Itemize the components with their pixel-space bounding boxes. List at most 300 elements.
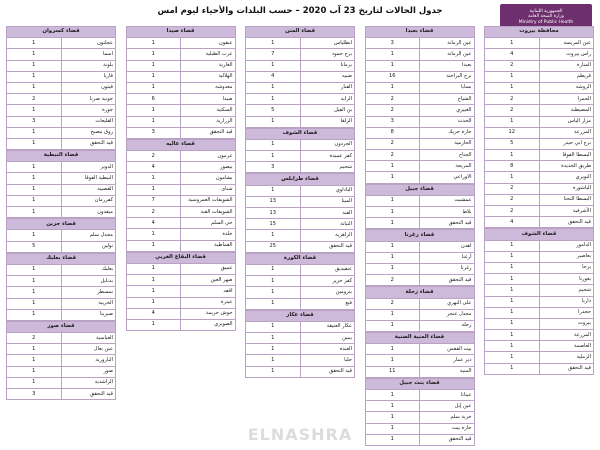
locality-name: برج حمود	[300, 49, 355, 60]
table-row	[365, 298, 474, 309]
locality-name: حارة حريك	[420, 127, 475, 138]
case-count: 1	[246, 82, 301, 93]
table-row	[485, 240, 594, 251]
table-row	[485, 318, 594, 329]
table-row	[126, 60, 235, 71]
table-row	[126, 218, 235, 229]
locality-name: ضبيه	[300, 71, 355, 82]
case-count: 3	[7, 116, 62, 127]
table-row	[7, 309, 116, 320]
table-row	[365, 127, 474, 138]
locality-name: الهلالية	[181, 71, 236, 82]
case-count: 1	[7, 344, 62, 355]
table-row	[246, 49, 355, 60]
case-count: 1	[7, 162, 62, 173]
table-row	[7, 377, 116, 388]
locality-name: حجدرا	[539, 307, 594, 318]
case-count: 1	[246, 264, 301, 275]
case-count: 1	[365, 434, 420, 445]
district-name: قضاء جزين	[7, 219, 116, 230]
district-table	[365, 229, 475, 286]
table-row	[7, 230, 116, 241]
locality-name: عميق	[181, 263, 236, 274]
case-count: 1	[365, 218, 420, 229]
locality-name: عنقون	[181, 38, 236, 49]
table-row	[485, 262, 594, 273]
locality-name: البسطا الفوقا	[539, 150, 594, 161]
locality-name: قيد التحقق	[420, 218, 475, 229]
table-row	[485, 127, 594, 138]
table-row	[7, 94, 116, 105]
case-count: 2	[365, 105, 420, 116]
case-count: 2	[485, 105, 540, 116]
case-count: 2	[365, 150, 420, 161]
case-count: 1	[365, 355, 420, 366]
district-table	[365, 332, 475, 378]
case-count: 1	[485, 363, 540, 374]
table-row	[365, 116, 474, 127]
table-row	[485, 38, 594, 49]
locality-name: القصيبة	[61, 184, 116, 195]
table-row	[485, 94, 594, 105]
locality-name: المنية	[420, 366, 475, 377]
locality-name: ميفدون	[61, 207, 116, 218]
locality-name: صبرينا	[61, 309, 116, 320]
locality-name: عيترة	[181, 297, 236, 308]
locality-name: البسطا التحتا	[539, 194, 594, 205]
table-row	[246, 230, 355, 241]
district-table	[6, 321, 116, 400]
locality-name: بلونة	[61, 60, 116, 71]
table-row	[126, 173, 235, 184]
locality-name: قيد التحقق	[420, 434, 475, 445]
table-column	[126, 26, 236, 446]
district-name: قضاء زغرتا	[365, 230, 474, 241]
table-row	[126, 127, 235, 138]
table-row	[246, 185, 355, 196]
table-row	[246, 162, 355, 173]
locality-name: الخريبة	[61, 298, 116, 309]
table-column	[365, 26, 475, 446]
table-row	[365, 344, 474, 355]
table-row	[246, 344, 355, 355]
locality-name: شحيم	[539, 285, 594, 296]
case-count: 8	[485, 161, 540, 172]
case-count: 3	[246, 162, 301, 173]
district-table	[365, 26, 475, 184]
locality-name: اقفه	[181, 286, 236, 297]
case-count: 1	[365, 207, 420, 218]
table-row	[485, 138, 594, 149]
table-row	[7, 287, 116, 298]
case-count: 4	[485, 49, 540, 60]
case-count: 1	[246, 333, 301, 344]
table-header-row	[246, 27, 355, 38]
table-header-row	[365, 184, 474, 195]
case-count: 1	[365, 344, 420, 355]
locality-name: شحيم	[300, 162, 355, 173]
case-count: 1	[126, 49, 181, 60]
case-count: 5	[7, 241, 62, 252]
locality-name: التبانة	[300, 219, 355, 230]
locality-name: بيروت	[539, 318, 594, 329]
table-row	[7, 207, 116, 218]
case-count: 1	[485, 71, 540, 82]
case-count: 5	[485, 138, 540, 149]
table-header-row	[126, 252, 235, 263]
locality-name: عيناتا	[420, 390, 475, 401]
case-count: 2	[365, 138, 420, 149]
locality-name: عكار العتيقة	[300, 321, 355, 332]
table-row	[7, 82, 116, 93]
case-count: 1	[365, 172, 420, 183]
table-row	[7, 38, 116, 49]
case-count: 1	[485, 352, 540, 363]
district-table	[6, 253, 116, 321]
district-name: قضاء بعبدا	[365, 27, 474, 38]
table-row	[485, 172, 594, 183]
locality-name: الزرارية	[181, 116, 236, 127]
locality-name: اهدن	[420, 241, 475, 252]
case-count: 4	[126, 162, 181, 173]
locality-name: قيد التحقق	[181, 127, 236, 138]
case-count: 1	[485, 330, 540, 341]
locality-name: الشياح	[420, 94, 475, 105]
district-table	[6, 26, 116, 150]
case-count: 1	[126, 297, 181, 308]
case-count: 1	[126, 275, 181, 286]
case-count: 1	[126, 116, 181, 127]
locality-name: برج ابي حيدر	[539, 138, 594, 149]
table-row	[365, 150, 474, 161]
case-count: 2	[126, 151, 181, 162]
case-count: 1	[246, 355, 301, 366]
district-name: قضاء عاليه	[126, 139, 235, 150]
table-row	[246, 82, 355, 93]
table-row	[485, 150, 594, 161]
table-row	[126, 263, 235, 274]
table-row	[365, 172, 474, 183]
table-header-row	[7, 253, 116, 264]
table-row	[7, 344, 116, 355]
locality-name: بيت الفقس	[420, 344, 475, 355]
locality-name: مزار الياس	[539, 116, 594, 127]
table-row	[126, 71, 235, 82]
table-header-row	[246, 174, 355, 185]
table-row	[485, 49, 594, 60]
case-count: 1	[246, 366, 301, 377]
locality-name: تمسطر	[61, 287, 116, 298]
district-table	[365, 184, 475, 230]
locality-name: الدامور	[539, 240, 594, 251]
district-name: قضاء المنية الضنية	[365, 333, 474, 344]
table-row	[246, 321, 355, 332]
locality-name: ضهر العين	[181, 275, 236, 286]
case-count: 1	[126, 263, 181, 274]
table-row	[365, 82, 474, 93]
case-count: 2	[485, 183, 540, 194]
table-column	[484, 26, 594, 446]
case-count: 11	[365, 366, 420, 377]
table-row	[246, 94, 355, 105]
district-name: قضاء زحلة	[365, 287, 474, 298]
locality-name: عرمون	[181, 151, 236, 162]
table-row	[365, 161, 474, 172]
district-name: قضاء طرابلس	[246, 174, 355, 185]
table-row	[365, 94, 474, 105]
locality-name: الحازمية	[420, 138, 475, 149]
case-count: 1	[7, 298, 62, 309]
table-row	[7, 264, 116, 275]
table-row	[246, 333, 355, 344]
district-name: قضاء البقاع الغربي	[126, 252, 235, 263]
locality-name: عنفيديق	[300, 264, 355, 275]
table-row	[246, 71, 355, 82]
locality-name: الغبيري	[420, 105, 475, 116]
locality-name: الاوزاعي	[420, 172, 475, 183]
locality-name: بعاصير	[539, 251, 594, 262]
locality-name: بترومين	[300, 287, 355, 298]
locality-name: المصيطبة	[539, 105, 594, 116]
locality-name: الباداوي	[300, 185, 355, 196]
locality-name: جونية صربا	[61, 94, 116, 105]
tables-container	[6, 26, 594, 446]
case-count: 1	[485, 285, 540, 296]
case-count: 4	[126, 218, 181, 229]
locality-name: بشامون	[181, 173, 236, 184]
table-row	[365, 138, 474, 149]
case-count: 1	[126, 38, 181, 49]
locality-name: حارة بيت	[420, 423, 475, 434]
table-row	[126, 286, 235, 297]
locality-name: حي السلم	[181, 218, 236, 229]
table-row	[365, 412, 474, 423]
table-row	[485, 285, 594, 296]
table-row	[365, 366, 474, 377]
table-row	[7, 276, 116, 287]
page-title: جدول الحالات لتاريخ 23 آب 2020 – حسب البلدات والأحياء ليوم امس	[157, 6, 443, 16]
locality-name: الشويفات القبة	[181, 207, 236, 218]
table-row	[246, 219, 355, 230]
case-count: 1	[246, 116, 301, 127]
table-row	[7, 184, 116, 195]
district-table	[484, 26, 594, 228]
locality-name: طريق الجديدة	[539, 161, 594, 172]
locality-name: بعورتا	[539, 274, 594, 285]
locality-name: فاريا	[61, 71, 116, 82]
case-count: 1	[365, 252, 420, 263]
table-row	[246, 116, 355, 127]
table-row	[485, 116, 594, 127]
table-row	[126, 151, 235, 162]
table-row	[246, 287, 355, 298]
case-count: 1	[485, 296, 540, 307]
table-row	[7, 116, 116, 127]
locality-name: فيتون	[61, 82, 116, 93]
table-row	[7, 333, 116, 344]
table-row	[365, 355, 474, 366]
locality-name: الفنار	[300, 82, 355, 93]
locality-name: اسما	[61, 49, 116, 60]
locality-name: القبة	[300, 208, 355, 219]
locality-name: قيد التحقق	[420, 275, 475, 286]
case-count: 1	[246, 287, 301, 298]
locality-name: بدنايل	[61, 276, 116, 287]
table-row	[246, 241, 355, 252]
case-count: 1	[126, 60, 181, 71]
district-name: قضاء كسروان	[7, 27, 116, 38]
case-count: 7	[126, 195, 181, 206]
district-name: قضاء بنت جبيل	[365, 378, 474, 389]
table-row	[7, 389, 116, 400]
table-row	[485, 105, 594, 116]
locality-name: القماطية	[181, 240, 236, 251]
table-row	[365, 252, 474, 263]
case-count: 1	[126, 286, 181, 297]
locality-name: بيصور	[181, 162, 236, 173]
locality-name: المنارة	[539, 60, 594, 71]
case-count: 1	[7, 49, 62, 60]
table-row	[365, 275, 474, 286]
table-row	[126, 308, 235, 319]
table-row	[485, 352, 594, 363]
locality-name: قيد التحقق	[539, 217, 594, 228]
locality-name: برج البراجنة	[420, 71, 475, 82]
case-count: 1	[485, 307, 540, 318]
case-count: 1	[7, 173, 62, 184]
table-header-row	[365, 378, 474, 389]
table-row	[7, 138, 116, 149]
case-count: 1	[126, 229, 181, 240]
logo-line-3: Ministry of Public Health	[518, 19, 574, 25]
table-row	[7, 127, 116, 138]
case-count: 3	[7, 389, 62, 400]
case-count: 1	[246, 185, 301, 196]
locality-name: المريجة	[420, 161, 475, 172]
table-header-row	[7, 219, 116, 230]
district-table	[245, 26, 355, 128]
district-table	[245, 128, 355, 174]
locality-name: كفر عميدة	[300, 151, 355, 162]
case-count: 2	[126, 207, 181, 218]
locality-name: دير عمار	[420, 355, 475, 366]
table-row	[365, 105, 474, 116]
table-row	[7, 366, 116, 377]
table-row	[246, 366, 355, 377]
case-count: 1	[365, 82, 420, 93]
locality-name: العباسية	[61, 333, 116, 344]
case-count: 1	[485, 262, 540, 273]
locality-name: العبدة	[300, 344, 355, 355]
locality-name: بعلبك	[61, 264, 116, 275]
table-row	[246, 105, 355, 116]
table-row	[365, 241, 474, 252]
locality-name: كفر حزير	[300, 276, 355, 287]
locality-name: صيدا	[181, 94, 236, 105]
case-count: 1	[485, 274, 540, 285]
locality-name: على النهري	[420, 298, 475, 309]
table-row	[126, 297, 235, 308]
table-row	[485, 251, 594, 262]
locality-name: صور	[61, 366, 116, 377]
case-count: 4	[485, 217, 540, 228]
table-header-row	[126, 139, 235, 150]
district-name: قضاء الكورة	[246, 253, 355, 264]
case-count: 2	[485, 194, 540, 205]
table-row	[246, 264, 355, 275]
locality-name: قريطم	[539, 71, 594, 82]
case-count: 1	[7, 355, 62, 366]
case-count: 1	[7, 230, 62, 241]
case-count: 13	[246, 196, 301, 207]
locality-name: الروشة	[539, 82, 594, 93]
table-row	[7, 49, 116, 60]
locality-name: الصويري	[181, 319, 236, 330]
case-count: 1	[246, 60, 301, 71]
case-count: 6	[126, 94, 181, 105]
case-count: 1	[246, 276, 301, 287]
locality-name: حوش حريمة	[181, 308, 236, 319]
case-count: 1	[7, 276, 62, 287]
locality-name: انطلياس	[300, 38, 355, 49]
locality-name: فيع	[300, 298, 355, 309]
case-count: 1	[7, 138, 62, 149]
locality-name: الرملية	[539, 352, 594, 363]
table-row	[126, 82, 235, 93]
case-count: 1	[126, 184, 181, 195]
case-count: 2	[485, 206, 540, 217]
locality-name: بسابا	[420, 82, 475, 93]
locality-name: أرغنا	[420, 252, 475, 263]
table-row	[246, 276, 355, 287]
locality-name: عين المريسة	[539, 38, 594, 49]
case-count: 1	[485, 318, 540, 329]
locality-name: الغازية	[181, 60, 236, 71]
case-count: 2	[7, 333, 62, 344]
case-count: 1	[126, 71, 181, 82]
table-header-row	[7, 27, 116, 38]
table-row	[485, 296, 594, 307]
locality-name: المزرعة	[539, 127, 594, 138]
table-header-row	[365, 27, 474, 38]
case-count: 1	[126, 240, 181, 251]
locality-name: الجردون	[300, 139, 355, 150]
table-row	[126, 240, 235, 251]
case-count: 1	[485, 251, 540, 262]
table-row	[126, 229, 235, 240]
table-row	[365, 218, 474, 229]
locality-name: قيد التحقق	[300, 241, 355, 252]
table-row	[485, 161, 594, 172]
locality-name: زغرتا	[420, 263, 475, 274]
case-count: 1	[365, 309, 420, 320]
table-row	[126, 275, 235, 286]
case-count: 1	[365, 241, 420, 252]
district-table	[126, 252, 236, 331]
table-header-row	[365, 287, 474, 298]
case-count: 1	[126, 319, 181, 330]
case-count: 12	[485, 127, 540, 138]
district-name: محافظة بيروت	[485, 27, 594, 38]
table-header-row	[246, 253, 355, 264]
case-count: 4	[126, 308, 181, 319]
case-count: 1	[365, 390, 420, 401]
locality-name: الشويفات العمروسية	[181, 195, 236, 206]
case-count: 25	[246, 241, 301, 252]
table-header-row	[126, 27, 235, 38]
table-row	[126, 319, 235, 330]
case-count: 1	[7, 184, 62, 195]
